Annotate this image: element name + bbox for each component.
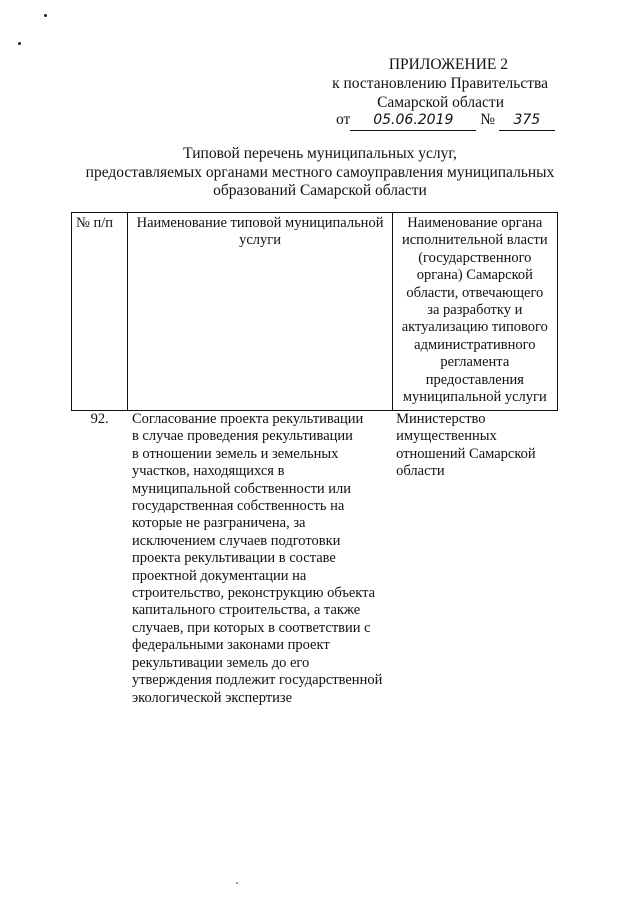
service-line: проектной документации на — [131, 567, 307, 584]
column-header-service — [128, 213, 392, 411]
title-line-1: Типовой перечень муниципальных услуг, — [183, 145, 457, 162]
number-prefix: № — [480, 111, 495, 128]
header-line: предоставления — [425, 371, 524, 388]
scan-mark — [236, 882, 238, 884]
row-number: 92. — [90, 411, 109, 427]
column-header-number: № п/п — [72, 213, 128, 411]
service-line: рекультивации земель до его — [131, 654, 310, 671]
service-line: Согласование проекта рекультивации — [131, 411, 364, 427]
service-line: утверждения подлежит государственной — [131, 672, 383, 689]
header-line: органа) Самарской — [416, 267, 533, 284]
service-line: которые не разграничена, за — [131, 515, 306, 532]
service-line: федеральными законами проект — [131, 637, 330, 654]
document-title — [60, 145, 580, 201]
scan-mark — [44, 14, 47, 17]
date-prefix: от — [336, 111, 351, 128]
header-line: за разработку и — [427, 302, 523, 319]
service-line: участков, находящихся в — [131, 463, 285, 480]
table-row — [72, 411, 558, 707]
service-line: экологической экспертизе — [131, 689, 293, 706]
resolution-date-number — [336, 110, 558, 131]
service-line: строительство, реконструкцию объекта — [131, 585, 376, 602]
service-line: в случае проведения рекультивации — [131, 428, 353, 445]
header-line: исполнительной власти — [401, 232, 548, 249]
handwritten-date: 05.06.2019 — [350, 111, 476, 131]
column-header-authority — [392, 213, 557, 411]
service-line: случаев, при которых в соответствии с — [131, 619, 371, 636]
region-line: Самарской области — [377, 94, 504, 111]
appendix-label: ПРИЛОЖЕНИЕ 2 — [388, 56, 508, 73]
header-line: регламента — [440, 354, 510, 371]
authority-cell — [392, 411, 557, 707]
header-line: области, отвечающего — [406, 284, 544, 301]
header-line: административного — [414, 336, 536, 353]
title-line-3: образований Самарской области — [213, 182, 427, 199]
scan-mark — [18, 42, 21, 45]
header-line: Наименование органа — [407, 215, 543, 231]
header-line: актуализацию типового — [401, 319, 548, 336]
service-line: в отношении земель и земельных — [131, 445, 339, 462]
authority-line: отношений Самарской — [396, 445, 536, 462]
title-line-2: предоставляемых органами местного самоуправления муниципальных — [85, 163, 555, 181]
service-line: государственная собственность на — [131, 498, 345, 515]
authority-line: имущественных — [396, 428, 497, 445]
appendix-header — [308, 55, 548, 112]
authority-line: Министерство — [396, 411, 486, 427]
service-line: проекта рекультивации в составе — [131, 550, 336, 567]
service-line: муниципальной собственности или — [131, 480, 352, 497]
handwritten-number: 375 — [499, 111, 555, 131]
table-header-row — [72, 213, 558, 411]
header-line: услуги — [239, 232, 281, 249]
service-line: капитального строительства, а также — [131, 602, 361, 619]
authority-line: области — [396, 463, 445, 480]
header-line: Наименование типовой муниципальной — [136, 215, 384, 231]
header-line: муниципальной услуги — [402, 389, 547, 406]
service-name-cell — [128, 411, 392, 707]
service-line: исключением случаев подготовки — [131, 532, 341, 549]
resolution-line: к постановлению Правительства — [332, 75, 548, 92]
header-line: (государственного — [418, 249, 532, 266]
services-table — [71, 212, 558, 707]
